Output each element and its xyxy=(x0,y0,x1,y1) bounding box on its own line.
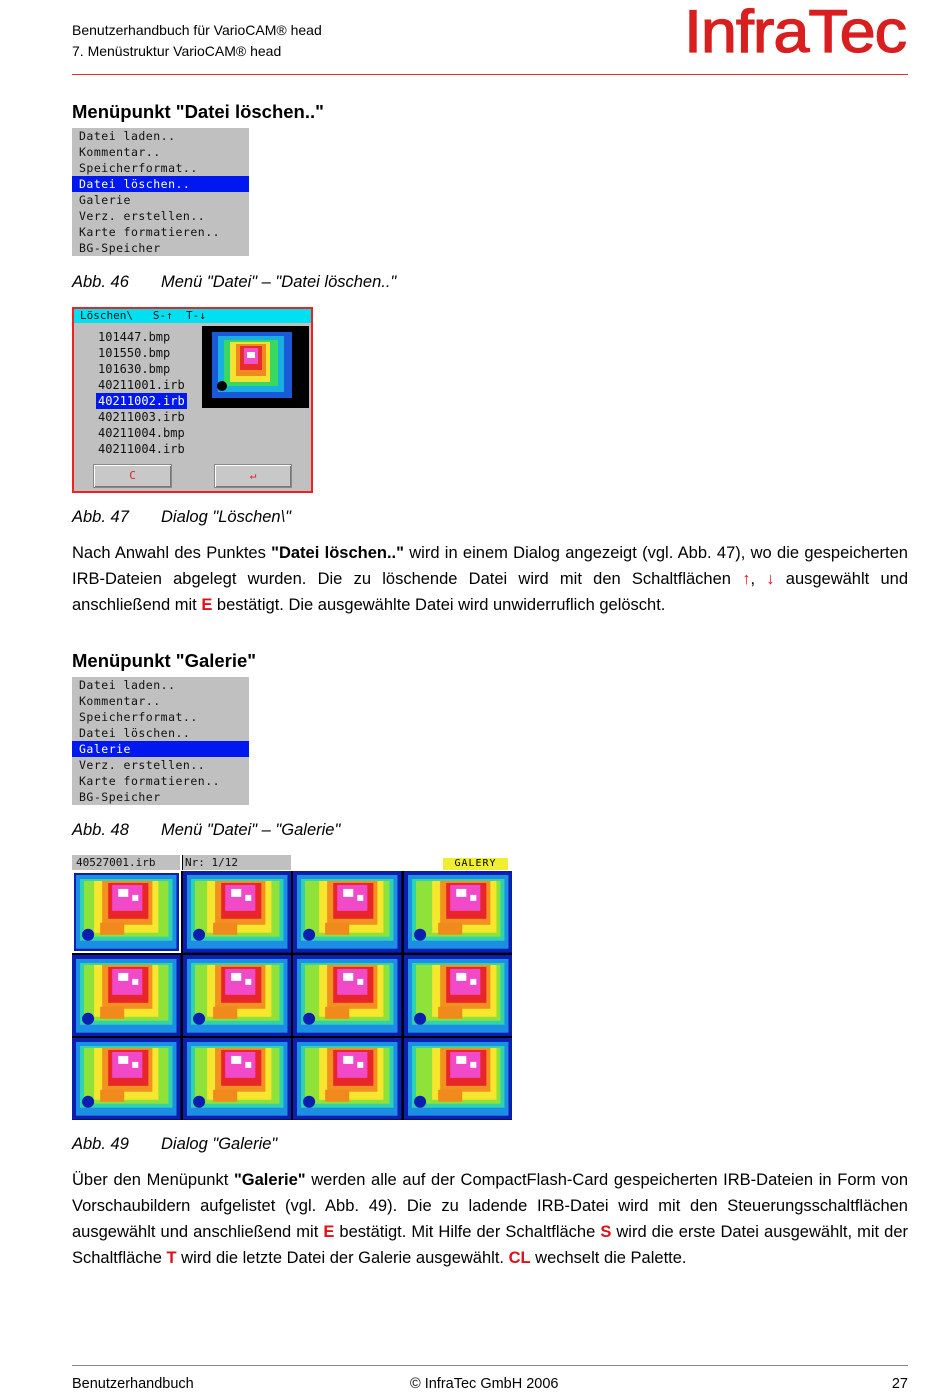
thermal-image xyxy=(72,1038,181,1120)
menu-item[interactable]: Galerie xyxy=(72,741,249,757)
menu-item[interactable]: BG-Speicher xyxy=(79,241,161,255)
thermal-image xyxy=(72,871,181,953)
thermal-image xyxy=(183,955,292,1037)
key-e: E xyxy=(201,596,213,614)
caption-number: Abb. 46 xyxy=(72,273,129,291)
gallery-thumbnail[interactable] xyxy=(404,1038,513,1120)
menu-item[interactable]: BG-Speicher xyxy=(79,790,161,804)
menu-item[interactable]: Datei laden.. xyxy=(79,678,176,692)
dialog-title: Löschen\ xyxy=(80,309,153,322)
menu-item[interactable]: Karte formatieren.. xyxy=(79,774,221,788)
key-e: E xyxy=(323,1223,335,1241)
bold-term: "Galerie" xyxy=(233,1171,306,1189)
gallery-thumbnail[interactable] xyxy=(72,955,181,1037)
file-list-item[interactable]: 101630.bmp xyxy=(98,362,171,376)
thermal-image xyxy=(404,955,513,1037)
thermal-image xyxy=(183,871,292,953)
running-header-chapter: 7. Menüstruktur VarioCAM® head xyxy=(72,43,282,59)
key-cl: CL xyxy=(508,1249,531,1267)
menu-item[interactable]: Verz. erstellen.. xyxy=(79,209,206,223)
menu-item[interactable]: Datei löschen.. xyxy=(79,726,191,740)
key-s: S xyxy=(600,1223,612,1241)
logo-text: InfraTec xyxy=(684,0,906,62)
caption-abb-48 xyxy=(72,821,340,840)
file-list xyxy=(96,329,187,457)
thermal-image xyxy=(404,871,513,953)
thermal-preview-image xyxy=(202,326,309,408)
file-list-item[interactable]: 40211004.bmp xyxy=(98,426,185,440)
gallery-thumbnail[interactable] xyxy=(183,1038,292,1120)
gallery-thumbnail[interactable] xyxy=(183,955,292,1037)
dialog-title-bar xyxy=(74,309,311,323)
gallery-thumbnail[interactable] xyxy=(404,955,513,1037)
gallery-thumbnail[interactable] xyxy=(183,871,292,953)
arrow-down-key: ↓ xyxy=(766,570,775,588)
file-list-item[interactable]: 101447.bmp xyxy=(98,330,171,344)
caption-text: Menü "Datei" – "Datei löschen.." xyxy=(161,273,397,291)
thermal-image xyxy=(404,1038,513,1120)
dialog-up-hint: S-↑ xyxy=(152,309,173,322)
thermal-image xyxy=(72,955,181,1037)
menu-item[interactable]: Galerie xyxy=(79,193,131,207)
page-number: 27 xyxy=(891,1376,908,1392)
caption-number: Abb. 47 xyxy=(72,508,129,526)
menu-item[interactable]: Kommentar.. xyxy=(79,694,161,708)
gallery-thumbnail[interactable] xyxy=(293,1038,402,1120)
thermal-image xyxy=(293,955,402,1037)
section-title-datei-loeschen: Menüpunkt "Datei löschen.." xyxy=(72,101,324,122)
infratec-logo xyxy=(682,0,910,62)
caption-number: Abb. 48 xyxy=(72,821,129,839)
footer-divider xyxy=(72,1365,908,1366)
confirm-button[interactable]: ↵ xyxy=(214,464,292,488)
gallery-badge: GALERY xyxy=(443,858,508,870)
preview-thumbnail xyxy=(202,326,309,408)
caption-text: Dialog "Löschen\" xyxy=(161,508,292,526)
running-header-title: Benutzerhandbuch für VarioCAM® head xyxy=(72,22,322,38)
caption-number: Abb. 49 xyxy=(72,1135,129,1153)
file-list-item[interactable]: 40211003.irb xyxy=(98,410,185,424)
menu-item[interactable]: Verz. erstellen.. xyxy=(79,758,206,772)
arrow-up-key: ↑ xyxy=(742,570,751,588)
section-title-galerie: Menüpunkt "Galerie" xyxy=(72,650,257,671)
file-list-item[interactable]: 101550.bmp xyxy=(98,346,171,360)
gallery-filename: 40527001.irb xyxy=(72,855,180,870)
paragraph-datei-loeschen: Nach Anwahl des Punktes "Datei löschen.." wird in einem Dialog angezeigt (vgl. Abb. 47), wo die gespeicherten IRB-Dateien abgelegt wurden. Die zu löschende Datei wird mit den Schaltflächen ↑, ↓ ausgewählt und anschließend mit E bestätigt. Die ausgewählte Datei wird unwiderruflich gelöscht. xyxy=(72,544,908,614)
caption-text: Dialog "Galerie" xyxy=(161,1135,278,1153)
file-list-item[interactable]: 40211001.irb xyxy=(98,378,185,392)
header-divider xyxy=(72,74,908,75)
thumbnail-grid xyxy=(72,871,512,1120)
paragraph-galerie: Über den Menüpunkt "Galerie" werden alle auf der CompactFlash-Card gespeicherten IRB-Dateien in Form von Vorschaubildern aufgelistet (vgl. Abb. 49). Die zu ladende IRB-Datei wird mit den Steuerungsschaltflächen ausgewählt und anschließend mit E bestätigt. Mit Hilfe der Schaltfläche S wird die erste Datei ausgewählt, mit der Schaltfläche T wird die letzte Datei der Galerie ausgewählt. CL wechselt die Palette. xyxy=(72,1171,909,1267)
caption-abb-47 xyxy=(72,508,291,527)
thermal-image xyxy=(183,1038,292,1120)
arrow-down-icon: ↓ xyxy=(199,309,206,322)
menu-item[interactable]: Karte formatieren.. xyxy=(79,225,221,239)
menu-datei-loeschen xyxy=(72,128,249,256)
gallery-thumbnail[interactable] xyxy=(404,871,513,953)
file-list-item[interactable]: 40211004.irb xyxy=(98,442,185,456)
menu-item[interactable]: Speicherformat.. xyxy=(79,710,198,724)
file-list-item[interactable]: 40211002.irb xyxy=(98,394,185,408)
thermal-image xyxy=(293,1038,402,1120)
footer-copyright: © InfraTec GmbH 2006 xyxy=(410,1376,559,1392)
gallery-counter: Nr: 1/12 xyxy=(182,855,291,870)
caption-text: Menü "Datei" – "Galerie" xyxy=(161,821,341,839)
menu-item[interactable]: Speicherformat.. xyxy=(79,161,198,175)
caption-abb-46 xyxy=(72,273,396,292)
gallery-thumbnail[interactable] xyxy=(72,871,181,953)
menu-galerie xyxy=(72,677,249,805)
menu-item[interactable]: Datei laden.. xyxy=(79,129,176,143)
galerie-dialog xyxy=(72,855,512,1120)
key-t: T xyxy=(166,1249,177,1267)
thermal-image xyxy=(293,871,402,953)
arrow-up-icon: ↑ xyxy=(166,309,173,322)
loeschen-dialog xyxy=(72,307,313,493)
menu-item[interactable]: Kommentar.. xyxy=(79,145,161,159)
footer-title: Benutzerhandbuch xyxy=(72,1376,194,1392)
gallery-thumbnail[interactable] xyxy=(293,955,402,1037)
bold-term: "Datei löschen.." xyxy=(271,544,404,562)
cancel-button[interactable]: C xyxy=(93,464,172,488)
caption-abb-49 xyxy=(72,1135,277,1154)
gallery-thumbnail[interactable] xyxy=(72,1038,181,1120)
menu-item[interactable]: Datei löschen.. xyxy=(72,176,249,192)
dialog-down-hint: T-↓ xyxy=(185,309,206,322)
gallery-thumbnail[interactable] xyxy=(293,871,402,953)
